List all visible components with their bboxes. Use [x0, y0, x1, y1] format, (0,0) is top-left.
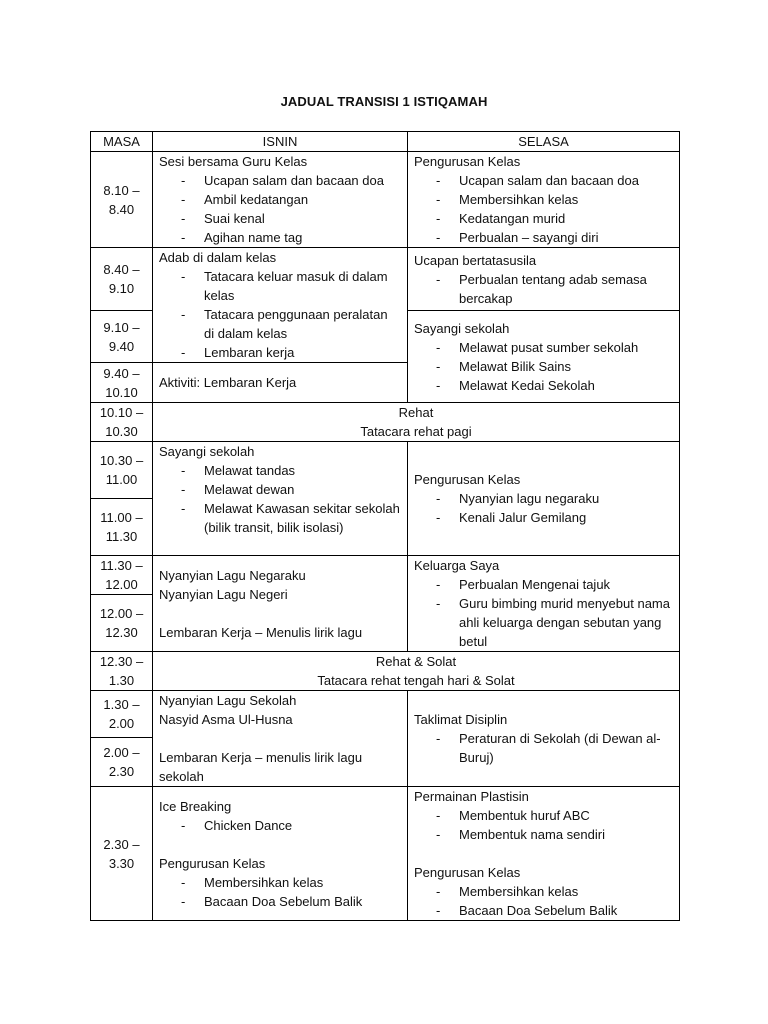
table-row — [91, 442, 680, 499]
cell-heading: Taklimat Disiplin — [414, 712, 508, 727]
list-item: - Kedatangan murid — [414, 209, 673, 228]
selasa-cell — [408, 787, 680, 921]
break-cell: Rehat Tatacara rehat pagi — [153, 403, 680, 442]
list-item: - Suai kenal — [159, 209, 401, 228]
list-item: - Melawat Kawasan sekitar sekolah (bilik transit, bilik isolasi) — [159, 499, 401, 537]
isnin-cell — [153, 363, 408, 403]
time-cell: 12.30 – 1.30 — [91, 652, 153, 691]
list-item: - Membersihkan kelas — [159, 873, 401, 892]
list-item: - Melawat dewan — [159, 480, 401, 499]
list-item: - Membersihkan kelas — [414, 190, 673, 209]
cell-heading: Keluarga Saya — [414, 558, 500, 573]
list-item: - Melawat tandas — [159, 461, 401, 480]
list-item: - Bacaan Doa Sebelum Balik — [159, 892, 401, 911]
table-row — [91, 248, 680, 311]
isnin-cell: Nyanyian Lagu Sekolah Nasyid Asma Ul-Husna Lembaran Kerja – menulis lirik lagu sekolah — [153, 691, 408, 787]
cell-list — [414, 806, 673, 844]
cell-list — [414, 489, 673, 527]
cell-list — [414, 270, 673, 308]
cell-list — [159, 267, 401, 362]
table-row — [91, 403, 680, 442]
time-cell: 11.00 – 11.30 — [91, 499, 153, 556]
list-item: - Tatacara keluar masuk di dalam kelas — [159, 267, 401, 305]
cell-heading: Adab di dalam kelas — [159, 250, 277, 265]
table-row — [91, 556, 680, 595]
list-item: - Perbualan tentang adab semasa bercakap — [414, 270, 673, 308]
cell-list — [414, 575, 673, 651]
time-cell: 8.40 – 9.10 — [91, 248, 153, 311]
cell-heading: Sayangi sekolah — [159, 444, 255, 459]
cell-heading: Pengurusan Kelas — [414, 154, 521, 169]
time-cell: 10.30 – 11.00 — [91, 442, 153, 499]
page-title: JADUAL TRANSISI 1 ISTIQAMAH — [280, 94, 488, 109]
cell-heading: Sayangi sekolah — [414, 320, 510, 336]
list-item: - Guru bimbing murid menyebut nama ahli keluarga dengan sebutan yang betul — [414, 594, 673, 651]
list-item: - Lembaran kerja — [159, 343, 401, 362]
time-cell: 10.10 – 10.30 — [91, 403, 153, 442]
time-cell: 8.10 – 8.40 — [91, 152, 153, 248]
selasa-cell — [408, 556, 680, 652]
cell-heading: Sesi bersama Guru Kelas — [159, 154, 308, 169]
time-cell: 1.30 – 2.00 — [91, 691, 153, 738]
selasa-cell — [408, 311, 680, 403]
selasa-cell — [408, 442, 680, 556]
cell-text: Aktiviti: Lembaran Kerja — [159, 375, 297, 390]
time-cell: 2.00 – 2.30 — [91, 738, 153, 787]
header-masa: MASA — [91, 132, 153, 152]
cell-heading: Pengurusan Kelas — [414, 472, 521, 487]
header-isnin: ISNIN — [153, 132, 408, 152]
list-item: - Agihan name tag — [159, 228, 401, 247]
list-item: - Melawat Bilik Sains — [414, 357, 673, 376]
list-item: - Membersihkan kelas — [414, 882, 673, 901]
cell-list — [414, 171, 673, 247]
list-item: - Melawat Kedai Sekolah — [414, 376, 673, 395]
selasa-cell — [408, 152, 680, 248]
isnin-cell — [153, 248, 408, 363]
table-row — [91, 652, 680, 691]
cell-heading: Permainan Plastisin — [414, 789, 529, 804]
isnin-cell — [153, 442, 408, 556]
cell-list — [159, 873, 401, 911]
cell-list — [414, 338, 673, 395]
selasa-cell — [408, 691, 680, 787]
header-selasa: SELASA — [408, 132, 680, 152]
list-item: - Nyanyian lagu negaraku — [414, 489, 673, 508]
time-cell: 9.10 – 9.40 — [91, 311, 153, 363]
list-item: - Tatacara penggunaan peralatan di dalam kelas — [159, 305, 401, 343]
list-item: - Ucapan salam dan bacaan doa — [414, 171, 673, 190]
break-cell: Rehat & Solat Tatacara rehat tengah hari & Solat — [153, 652, 680, 691]
cell-list — [159, 816, 401, 835]
list-item: - Bacaan Doa Sebelum Balik — [414, 901, 673, 920]
list-item: - Chicken Dance — [159, 816, 401, 835]
list-item: - Kenali Jalur Gemilang — [414, 508, 673, 527]
list-item: - Ambil kedatangan — [159, 190, 401, 209]
list-item: - Membentuk huruf ABC — [414, 806, 673, 825]
cell-list — [414, 729, 673, 767]
list-item: - Peraturan di Sekolah (di Dewan al-Buruj) — [414, 729, 673, 767]
cell-heading: Ucapan bertatasusila — [414, 252, 537, 268]
selasa-cell — [408, 248, 680, 311]
table-row — [91, 787, 680, 921]
isnin-cell — [153, 787, 408, 921]
list-item: - Ucapan salam dan bacaan doa — [159, 171, 401, 190]
cell-heading: Pengurusan Kelas — [414, 865, 521, 880]
cell-list — [414, 882, 673, 920]
list-item: - Perbualan Mengenai tajuk — [414, 575, 673, 594]
isnin-cell: Nyanyian Lagu Negaraku Nyanyian Lagu Negeri Lembaran Kerja – Menulis lirik lagu — [153, 556, 408, 652]
table-row — [91, 691, 680, 738]
schedule-table — [90, 131, 680, 921]
list-item: - Perbualan – sayangi diri — [414, 228, 673, 247]
cell-heading: Ice Breaking — [159, 798, 232, 814]
time-cell: 9.40 – 10.10 — [91, 363, 153, 403]
time-cell: 11.30 – 12.00 — [91, 556, 153, 595]
time-cell: 2.30 – 3.30 — [91, 787, 153, 921]
list-item: - Membentuk nama sendiri — [414, 825, 673, 844]
list-item: - Melawat pusat sumber sekolah — [414, 338, 673, 357]
cell-list — [159, 461, 401, 537]
cell-list — [159, 171, 401, 247]
header-row — [91, 132, 680, 152]
table-row — [91, 152, 680, 248]
time-cell: 12.00 – 12.30 — [91, 595, 153, 652]
cell-heading: Pengurusan Kelas — [159, 855, 266, 871]
isnin-cell — [153, 152, 408, 248]
